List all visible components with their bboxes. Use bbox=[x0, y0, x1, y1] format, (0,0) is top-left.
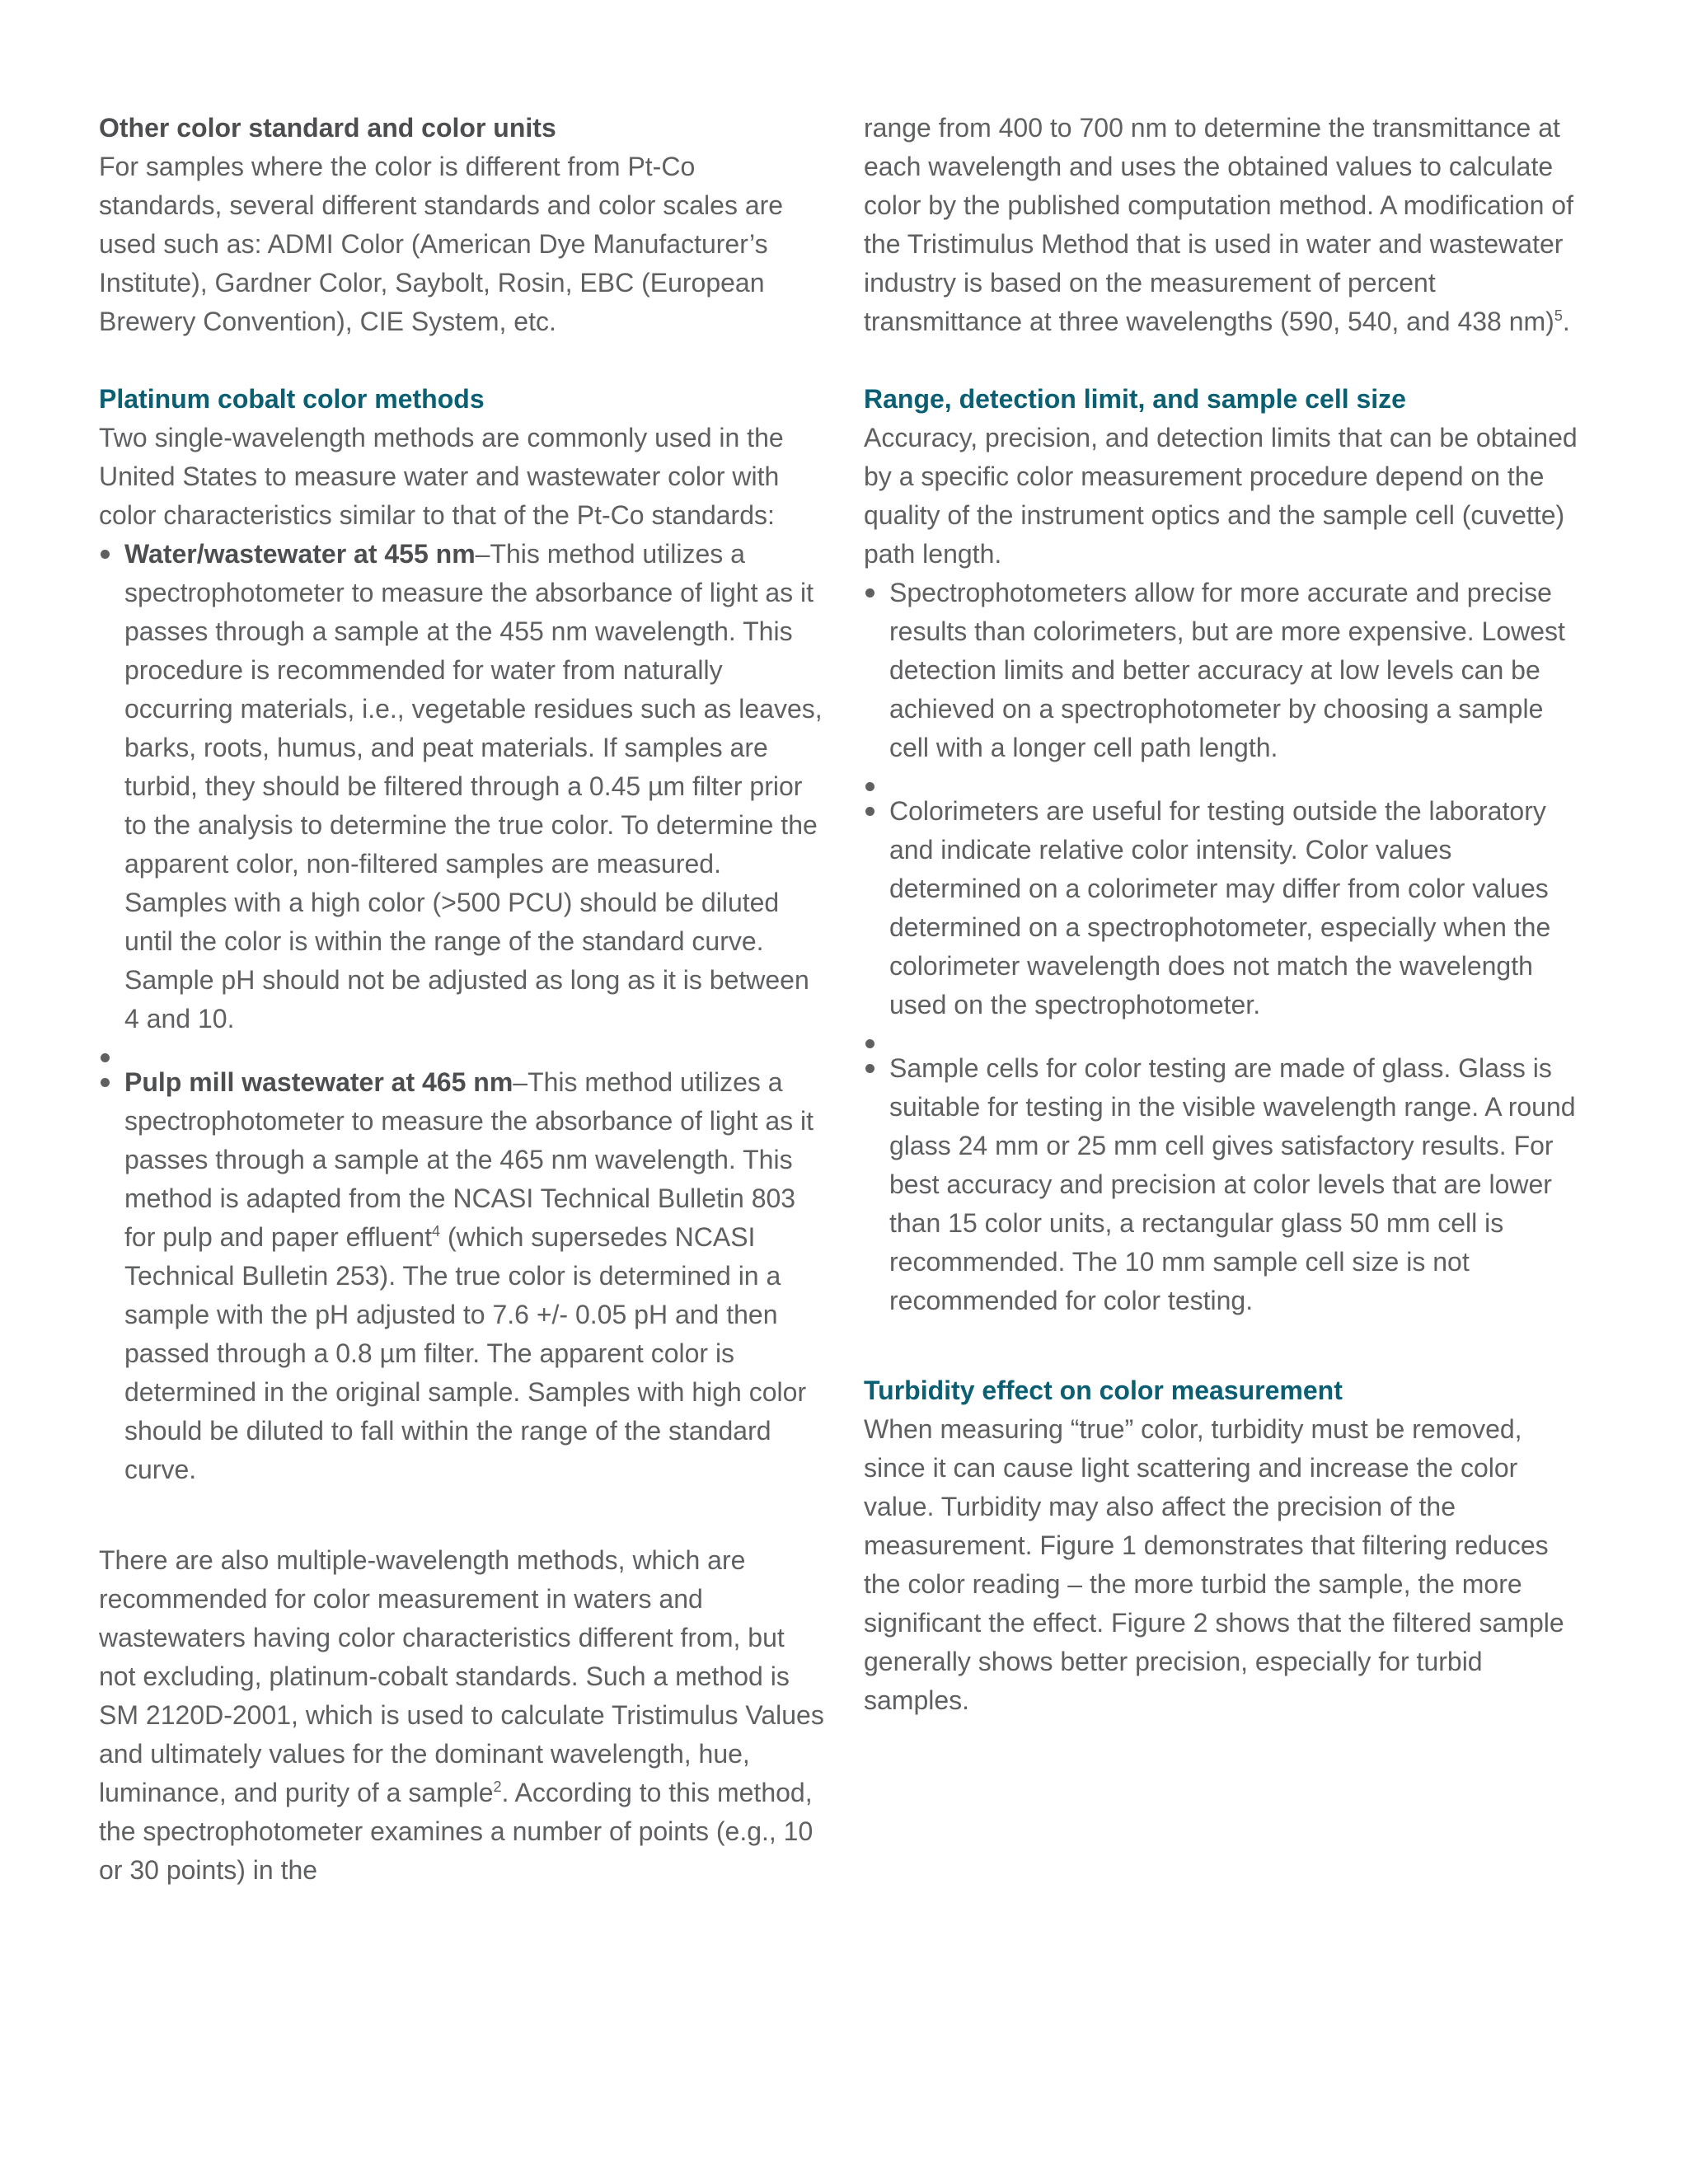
list-item-sample-cells: Sample cells for color testing are made of glass. Glass is suitable for testing in the visible wavelength range. A round glass 24 mm or 25 mm cell gives satisfactory results. For best accuracy and precision at color levels that are lower than 15 color units, a rectangular glass 50 mm cell is recommended. The 10 mm sample cell size is not recommended for color testing. bbox=[864, 1049, 1589, 1320]
heading-platinum-cobalt: Platinum cobalt color methods bbox=[99, 384, 485, 414]
left-column bbox=[99, 109, 824, 1890]
section-other-color-standards bbox=[99, 109, 824, 341]
section-turbidity-effect bbox=[864, 1371, 1589, 1720]
term-465nm: Pulp mill wastewater at 465 nm bbox=[124, 1067, 513, 1097]
bullet-list-range-detection bbox=[864, 574, 1589, 1320]
footnote-ref-2: 2 bbox=[493, 1779, 502, 1795]
footnote-ref-4: 4 bbox=[432, 1223, 441, 1240]
right-column bbox=[864, 109, 1589, 1720]
section-range-detection bbox=[864, 380, 1589, 1320]
text-465nm-a: –This method utilizes a spectrophotometer to measure the absorbance of light as it passes through a sample at the 465 nm wavelength. This method is adapted from the NCASI Technical Bulletin 803 for pulp and paper effluent bbox=[124, 1067, 814, 1252]
list-item-colorimeters: Colorimeters are useful for testing outside the laboratory and indicate relative color intensity. Color values determined on a colorimeter may differ from color values determined on a spectrophotometer, especially when the colorimeter wavelength does not match the wavelength used on the spectrophotometer. bbox=[864, 792, 1589, 1024]
list-item-465nm bbox=[99, 1063, 824, 1489]
paragraph-range-detection-intro: Accuracy, precision, and detection limits that can be obtained by a specific color measurement procedure depend on the quality of the instrument optics and the sample cell (cuvette) path length. bbox=[864, 423, 1578, 569]
text-465nm-b: (which supersedes NCASI Technical Bulletin 253). The true color is determined in a sample with the pH adjusted to 7.6 +/- 0.05 pH and then passed through a 0.8 µm filter. The apparent color is determined in the original sample. Samples with high color should be diluted to fall within the range of the standard curve. bbox=[124, 1222, 807, 1484]
section-multiple-wavelength bbox=[99, 1541, 824, 1890]
term-455nm: Water/wastewater at 455 nm bbox=[124, 539, 476, 569]
bullet-list-single-wavelength bbox=[99, 535, 824, 1489]
paragraph-platinum-cobalt-intro: Two single-wavelength methods are commonly used in the United States to measure water and wastewater color with color characteristics similar to that of the Pt-Co standards: bbox=[99, 423, 784, 530]
text-455nm: –This method utilizes a spectrophotometer to measure the absorbance of light as it passes through a sample at the 455 nm wavelength. This procedure is recommended for water from naturally occurring materials, i.e., vegetable residues such as leaves, barks, roots, humus, and peat materials. If samples are turbid, they should be filtered through a 0.45 µm filter prior to the analysis to determine the true color. To determine the apparent color, non-filtered samples are measured. Samples with a high color (>500 PCU) should be diluted until the color is within the range of the standard curve. Sample pH should not be adjusted as long as it is between 4 and 10. bbox=[124, 539, 823, 1033]
section-platinum-cobalt bbox=[99, 380, 824, 1489]
heading-range-detection: Range, detection limit, and sample cell size bbox=[864, 384, 1406, 414]
heading-turbidity-effect: Turbidity effect on color measurement bbox=[864, 1376, 1343, 1405]
paragraph-multiple-wavelength bbox=[99, 1541, 824, 1890]
list-item-spectrophotometers: Spectrophotometers allow for more accurate and precise results than colorimeters, but are more expensive. Lowest detection limits and better accuracy at low levels can be achieved on a spectrophotometer by choosing a sample cell with a longer cell path length. bbox=[864, 574, 1589, 767]
footnote-ref-5: 5 bbox=[1554, 307, 1563, 324]
paragraph-turbidity-effect: When measuring “true” color, turbidity must be removed, since it can cause light scattering and increase the color value. Turbidity may also affect the precision of the measurement. Figure 1 demonstrates that filtering reduces the color reading – the more turbid the sample, the more significant the effect. Figure 2 shows that the filtered sample generally shows better precision, especially for turbid samples. bbox=[864, 1414, 1564, 1715]
section-tristimulus-continued bbox=[864, 109, 1589, 341]
paragraph-other-color-standards: For samples where the color is different from Pt-Co standards, several different standards and color scales are used such as: ADMI Color (American Dye Manufacturer’s Institute), Gardner Color, Saybolt, Rosin, EBC (European Brewery Convention), CIE System, etc. bbox=[99, 152, 784, 336]
text-multiple-wavelength-b: . According to this method, the spectrophotometer examines a number of points (e.g., 10 or 30 points) in the bbox=[99, 1778, 814, 1885]
heading-other-color-standards: Other color standard and color units bbox=[99, 113, 556, 143]
text-multiple-wavelength-a: There are also multiple-wavelength methods, which are recommended for color measurement in waters and wastewaters having color characteristics different from, but not excluding, platinum-cobalt standards. Such a method is SM 2120D-2001, which is used to calculate Tristimulus Values and ultimately values for the dominant wavelength, hue, luminance, and purity of a sample bbox=[99, 1545, 824, 1807]
paragraph-tristimulus-continued bbox=[864, 109, 1589, 341]
text-tristimulus-a: range from 400 to 700 nm to determine the transmittance at each wavelength and uses the obtained values to calculate color by the published computation method. A modification of the Tristimulus Method that is used in water and wastewater industry is based on the measurement of percent transmittance at three wavelengths (590, 540, and 438 nm) bbox=[864, 113, 1573, 336]
text-tristimulus-b: . bbox=[1562, 307, 1570, 336]
list-item-455nm bbox=[99, 535, 824, 1038]
